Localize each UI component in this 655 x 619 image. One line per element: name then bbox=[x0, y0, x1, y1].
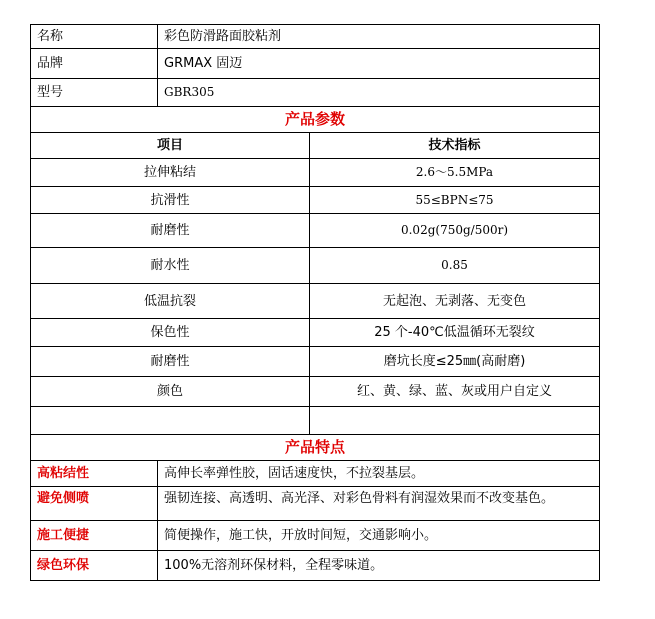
table-row bbox=[31, 214, 600, 248]
param-spec: 0.02g(750g/500r) bbox=[310, 214, 600, 248]
param-spec: 55≤BPN≤75 bbox=[310, 187, 600, 214]
empty-cell bbox=[310, 407, 600, 435]
basic-value: GRMAX 固迈 bbox=[158, 49, 600, 79]
table-row bbox=[31, 187, 600, 214]
feature-row bbox=[31, 551, 600, 581]
param-item: 拉伸粘结 bbox=[31, 159, 310, 187]
feature-row bbox=[31, 461, 600, 487]
param-item: 颜色 bbox=[31, 377, 310, 407]
params-table bbox=[30, 106, 600, 435]
table-row bbox=[31, 159, 600, 187]
param-spec: 无起泡、无剥落、无变色 bbox=[310, 284, 600, 319]
param-spec: 磨坑长度≤25㎜(高耐磨) bbox=[310, 347, 600, 377]
basic-row-model bbox=[31, 79, 600, 107]
params-section-title: 产品参数 bbox=[31, 107, 600, 133]
features-section-title: 产品特点 bbox=[31, 435, 600, 461]
basic-label: 名称 bbox=[31, 25, 158, 49]
param-item: 抗滑性 bbox=[31, 187, 310, 214]
feature-text: 100%无溶剂环保材料，全程零味道。 bbox=[158, 551, 600, 581]
param-spec: 红、黄、绿、蓝、灰或用户自定义 bbox=[310, 377, 600, 407]
param-item: 低温抗裂 bbox=[31, 284, 310, 319]
param-item: 耐水性 bbox=[31, 248, 310, 284]
col-header-spec: 技术指标 bbox=[310, 133, 600, 159]
basic-value: GBR305 bbox=[158, 79, 600, 107]
param-item: 耐磨性 bbox=[31, 214, 310, 248]
basic-row-brand bbox=[31, 49, 600, 79]
param-spec: 2.6～5.5MPa bbox=[310, 159, 600, 187]
basic-info-table bbox=[30, 24, 600, 107]
table-row bbox=[31, 377, 600, 407]
feature-text: 简便操作，施工快，开放时间短，交通影响小。 bbox=[158, 521, 600, 551]
feature-text: 强韧连接、高透明、高光泽、对彩色骨料有润湿效果而不改变基色。 bbox=[158, 487, 600, 521]
param-spec: 0.85 bbox=[310, 248, 600, 284]
table-row bbox=[31, 284, 600, 319]
basic-label: 品牌 bbox=[31, 49, 158, 79]
param-spec: 25 个-40℃低温循环无裂纹 bbox=[310, 319, 600, 347]
empty-row bbox=[31, 407, 600, 435]
feature-label: 高粘结性 bbox=[31, 461, 158, 487]
empty-cell bbox=[31, 407, 310, 435]
table-row bbox=[31, 319, 600, 347]
basic-label: 型号 bbox=[31, 79, 158, 107]
basic-value: 彩色防滑路面胶粘剂 bbox=[158, 25, 600, 49]
feature-row bbox=[31, 487, 600, 521]
basic-row-name bbox=[31, 25, 600, 49]
table-row bbox=[31, 347, 600, 377]
param-item: 耐磨性 bbox=[31, 347, 310, 377]
features-table bbox=[30, 434, 600, 581]
params-header-row bbox=[31, 133, 600, 159]
feature-row bbox=[31, 521, 600, 551]
col-header-item: 项目 bbox=[31, 133, 310, 159]
feature-label: 施工便捷 bbox=[31, 521, 158, 551]
table-row bbox=[31, 248, 600, 284]
feature-text: 高伸长率弹性胶，固话速度快，不拉裂基层。 bbox=[158, 461, 600, 487]
feature-label: 避免侧喷 bbox=[31, 487, 158, 521]
feature-label: 绿色环保 bbox=[31, 551, 158, 581]
param-item: 保色性 bbox=[31, 319, 310, 347]
product-spec-document bbox=[30, 24, 599, 581]
